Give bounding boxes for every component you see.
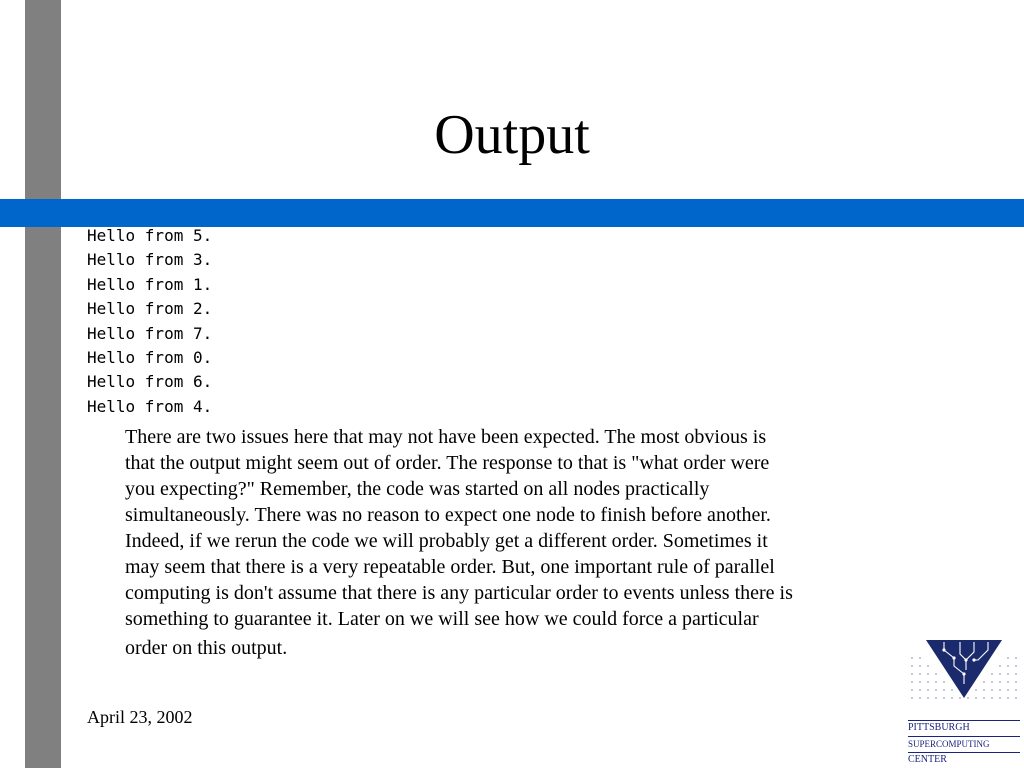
- output-line: Hello from 1.: [87, 274, 213, 294]
- output-line: Hello from 7.: [87, 323, 213, 343]
- logo-rule-1: [908, 736, 1020, 737]
- logo-rule-2: [908, 752, 1020, 753]
- paragraph-line: may seem that there is a very repeatable order. But, one important rule of parallel: [125, 556, 775, 578]
- logo-rule-top: [908, 720, 1020, 721]
- output-line: Hello from 6.: [87, 372, 213, 392]
- explanation-paragraph: [125, 424, 937, 661]
- paragraph-line: order on this output.: [125, 637, 288, 659]
- output-line: Hello from 0.: [87, 348, 213, 368]
- logo-text-supercomputing: SUPERCOMPUTING: [908, 739, 990, 749]
- slide-date: April 23, 2002: [87, 707, 193, 727]
- slide-title: Output: [434, 104, 590, 166]
- logo-text-center: CENTER: [908, 754, 947, 765]
- output-line: Hello from 4.: [87, 396, 213, 416]
- output-line: Hello from 3.: [87, 250, 213, 270]
- paragraph-line: that the output might seem out of order. The response to that is "what order were: [125, 452, 770, 474]
- program-output: [87, 224, 212, 419]
- title-divider-band: [0, 199, 1024, 227]
- psc-triangle-logo-icon: [908, 636, 1020, 706]
- paragraph-line: simultaneously. There was no reason to expect one node to finish before another.: [125, 504, 771, 526]
- paragraph-line: There are two issues here that may not have been expected. The most obvious is: [125, 426, 767, 448]
- psc-logo: [908, 636, 1020, 766]
- logo-text-pittsburgh: PITTSBURGH: [908, 722, 970, 733]
- paragraph-line: computing is don't assume that there is any particular order to events unless there is: [125, 582, 793, 604]
- output-line: Hello from 5.: [87, 226, 213, 245]
- output-line: Hello from 2.: [87, 299, 213, 319]
- paragraph-line: you expecting?" Remember, the code was started on all nodes practically: [125, 478, 710, 500]
- paragraph-line: Indeed, if we rerun the code we will probably get a different order. Sometimes it: [125, 530, 768, 552]
- paragraph-line: something to guarantee it. Later on we will see how we could force a particular: [125, 608, 759, 630]
